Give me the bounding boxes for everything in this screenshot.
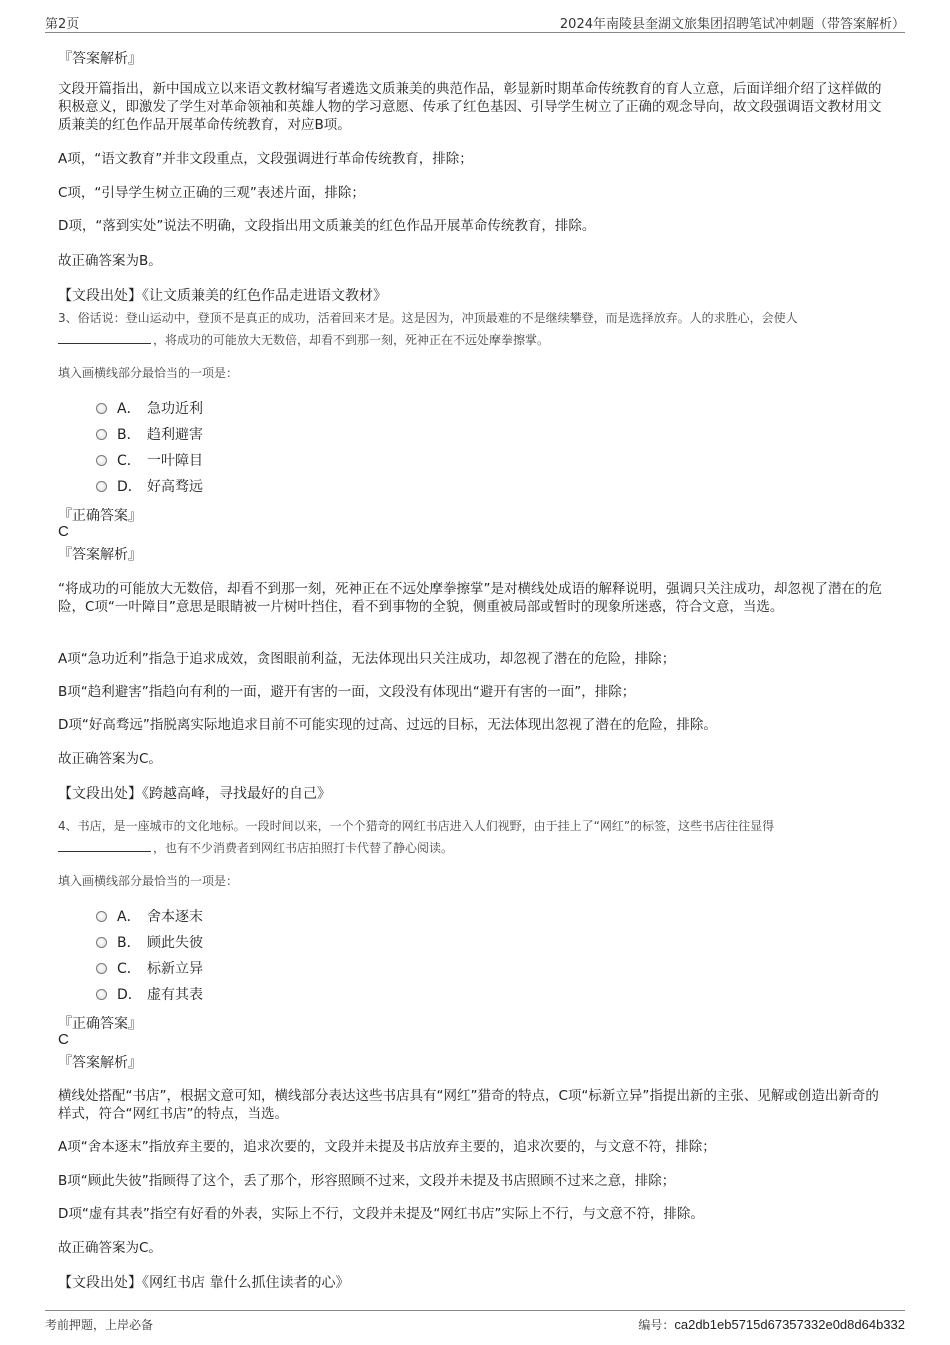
analysis-paragraph: “将成功的可能放大无数倍，却看不到那一刻，死神正在不远处摩拳擦掌”是对横线处成语的解释说明，强调只关注成功，却忽视了潜在的危险，C项“一叶障目”意思是眼睛被一片树叶挡住，看不到事物的全貌，侧重被局部或暂时的现象所迷惑，符合文意，当选。 — [58, 581, 882, 615]
footer-slogan: 考前押题，上岸必备 — [45, 1318, 154, 1332]
radio-icon[interactable] — [96, 911, 107, 922]
radio-icon[interactable] — [96, 937, 107, 948]
analysis-option-d: D项“好高骛远”指脱离实际地追求目前不可能实现的过高、过远的目标，无法体现出忽视了潜在的危险，排除。 — [58, 717, 717, 733]
question-4-text-a: 4、书店，是一座城市的文化地标。一段时间以来，一个个猎奇的网红书店进入人们视野，由于挂上了“网红”的标签，这些书店往往显得 — [58, 819, 775, 833]
question-3-option-a[interactable]: A． 急功近利 — [96, 398, 203, 418]
analysis-heading: 『答案解析』 — [58, 1055, 142, 1071]
question-4-stem — [58, 815, 898, 859]
analysis-heading: 『答案解析』 — [58, 51, 142, 67]
radio-icon[interactable] — [96, 455, 107, 466]
analysis-option-a: A项，“语文教育”并非文段重点，文段强调进行革命传统教育，排除； — [58, 151, 473, 167]
analysis-conclusion: 故正确答案为C。 — [58, 751, 162, 767]
question-4-option-b[interactable]: B． 顾此失彼 — [96, 932, 203, 952]
radio-icon[interactable] — [96, 403, 107, 414]
page-number: 第2页 — [45, 17, 80, 32]
page-footer — [45, 1310, 905, 1339]
source-citation: 【文段出处】《让文质兼美的红色作品走进语文教材》 — [58, 288, 387, 304]
document-id — [638, 1316, 905, 1333]
radio-icon[interactable] — [96, 963, 107, 974]
question-3-text-a: 3、俗话说：登山运动中，登顶不是真正的成功，活着回来才是。这是因为，冲顶最难的不是继续攀登，而是选择放弃。人的求胜心，会使人 — [58, 311, 798, 325]
radio-icon[interactable] — [96, 481, 107, 492]
analysis-option-a: A项“舍本逐末”指放弃主要的，追求次要的，文段并未提及书店放弃主要的，追求次要的，与文意不符，排除； — [58, 1139, 716, 1155]
question-4-option-c[interactable]: C． 标新立异 — [96, 958, 203, 978]
radio-icon[interactable] — [96, 429, 107, 440]
question-3-stem — [58, 307, 898, 351]
question-4-prompt: 填入画横线部分最恰当的一项是： — [58, 874, 239, 888]
question-4-option-a[interactable]: A． 舍本逐末 — [96, 906, 203, 926]
radio-icon[interactable] — [96, 989, 107, 1000]
analysis-heading: 『答案解析』 — [58, 547, 142, 563]
source-citation: 【文段出处】《网红书店 靠什么抓住读者的心》 — [58, 1275, 350, 1291]
source-citation: 【文段出处】《跨越高峰，寻找最好的自己》 — [58, 786, 331, 802]
question-4-blank — [58, 839, 151, 852]
analysis-option-d: D项“虚有其表”指空有好看的外表，实际上不行，文段并未提及“网红书店”实际上不行，与文意不符，排除。 — [58, 1206, 704, 1222]
page-header — [45, 10, 905, 33]
question-3-blank — [58, 331, 151, 344]
analysis-option-b: B项“趋利避害”指趋向有利的一面，避开有害的一面，文段没有体现出“避开有害的一面”，排除； — [58, 684, 636, 700]
analysis-option-b: B项“顾此失彼”指顾得了这个，丢了那个，形容照顾不过来，文段并未提及书店照顾不过来之意，排除； — [58, 1173, 676, 1189]
correct-answer-heading: 『正确答案』 — [58, 508, 142, 524]
question-3-option-b[interactable]: B． 趋利避害 — [96, 424, 203, 444]
analysis-conclusion: 故正确答案为C。 — [58, 1240, 162, 1256]
document-id-label: 编号： — [638, 1318, 675, 1332]
question-4-text-b: ，也有不少消费者到网红书店拍照打卡代替了静心阅读。 — [153, 841, 454, 855]
analysis-option-d: D项，“落到实处”说法不明确，文段指出用文质兼美的红色作品开展革命传统教育，排除。 — [58, 218, 596, 234]
analysis-paragraph: 横线处搭配“书店”，根据文意可知，横线部分表达这些书店具有“网红”猎奇的特点，C项“标新立异”指提出新的主张、见解或创造出新奇的样式，符合“网红书店”的特点，当选。 — [58, 1088, 879, 1122]
document-title: 2024年南陵县奎湖文旅集团招聘笔试冲刺题（带答案解析） — [559, 17, 905, 32]
question-3-text-b: ，将成功的可能放大无数倍，却看不到那一刻，死神正在不远处摩拳擦掌。 — [153, 333, 550, 347]
correct-answer: C — [58, 523, 69, 540]
question-3-option-c[interactable]: C． 一叶障目 — [96, 450, 203, 470]
correct-answer-heading: 『正确答案』 — [58, 1016, 142, 1032]
document-id-value: ca2db1eb5715d67357332e0d8d64b332 — [674, 1317, 905, 1332]
analysis-option-a: A项“急功近利”指急于追求成效，贪图眼前利益，无法体现出只关注成功，却忽视了潜在的危险，排除； — [58, 651, 676, 667]
analysis-conclusion: 故正确答案为B。 — [58, 253, 162, 269]
analysis-option-c: C项，“引导学生树立正确的三观”表述片面，排除； — [58, 185, 365, 201]
correct-answer: C — [58, 1031, 69, 1048]
question-3-prompt: 填入画横线部分最恰当的一项是： — [58, 366, 239, 380]
analysis-paragraph: 文段开篇指出，新中国成立以来语文教材编写者遴选文质兼美的典范作品，彰显新时期革命传统教育的育人立意，后面详细介绍了这样做的积极意义，即激发了学生对革命领袖和英雄人物的学习意愿、传承了红色基因、引导学生树立了正确的观念导向，故文段强调语文教材用文质兼美的红色作品开展革命传统教育，对应B项。 — [58, 81, 882, 133]
question-4-option-d[interactable]: D． 虚有其表 — [96, 984, 203, 1004]
question-3-option-d[interactable]: D． 好高骛远 — [96, 476, 203, 496]
